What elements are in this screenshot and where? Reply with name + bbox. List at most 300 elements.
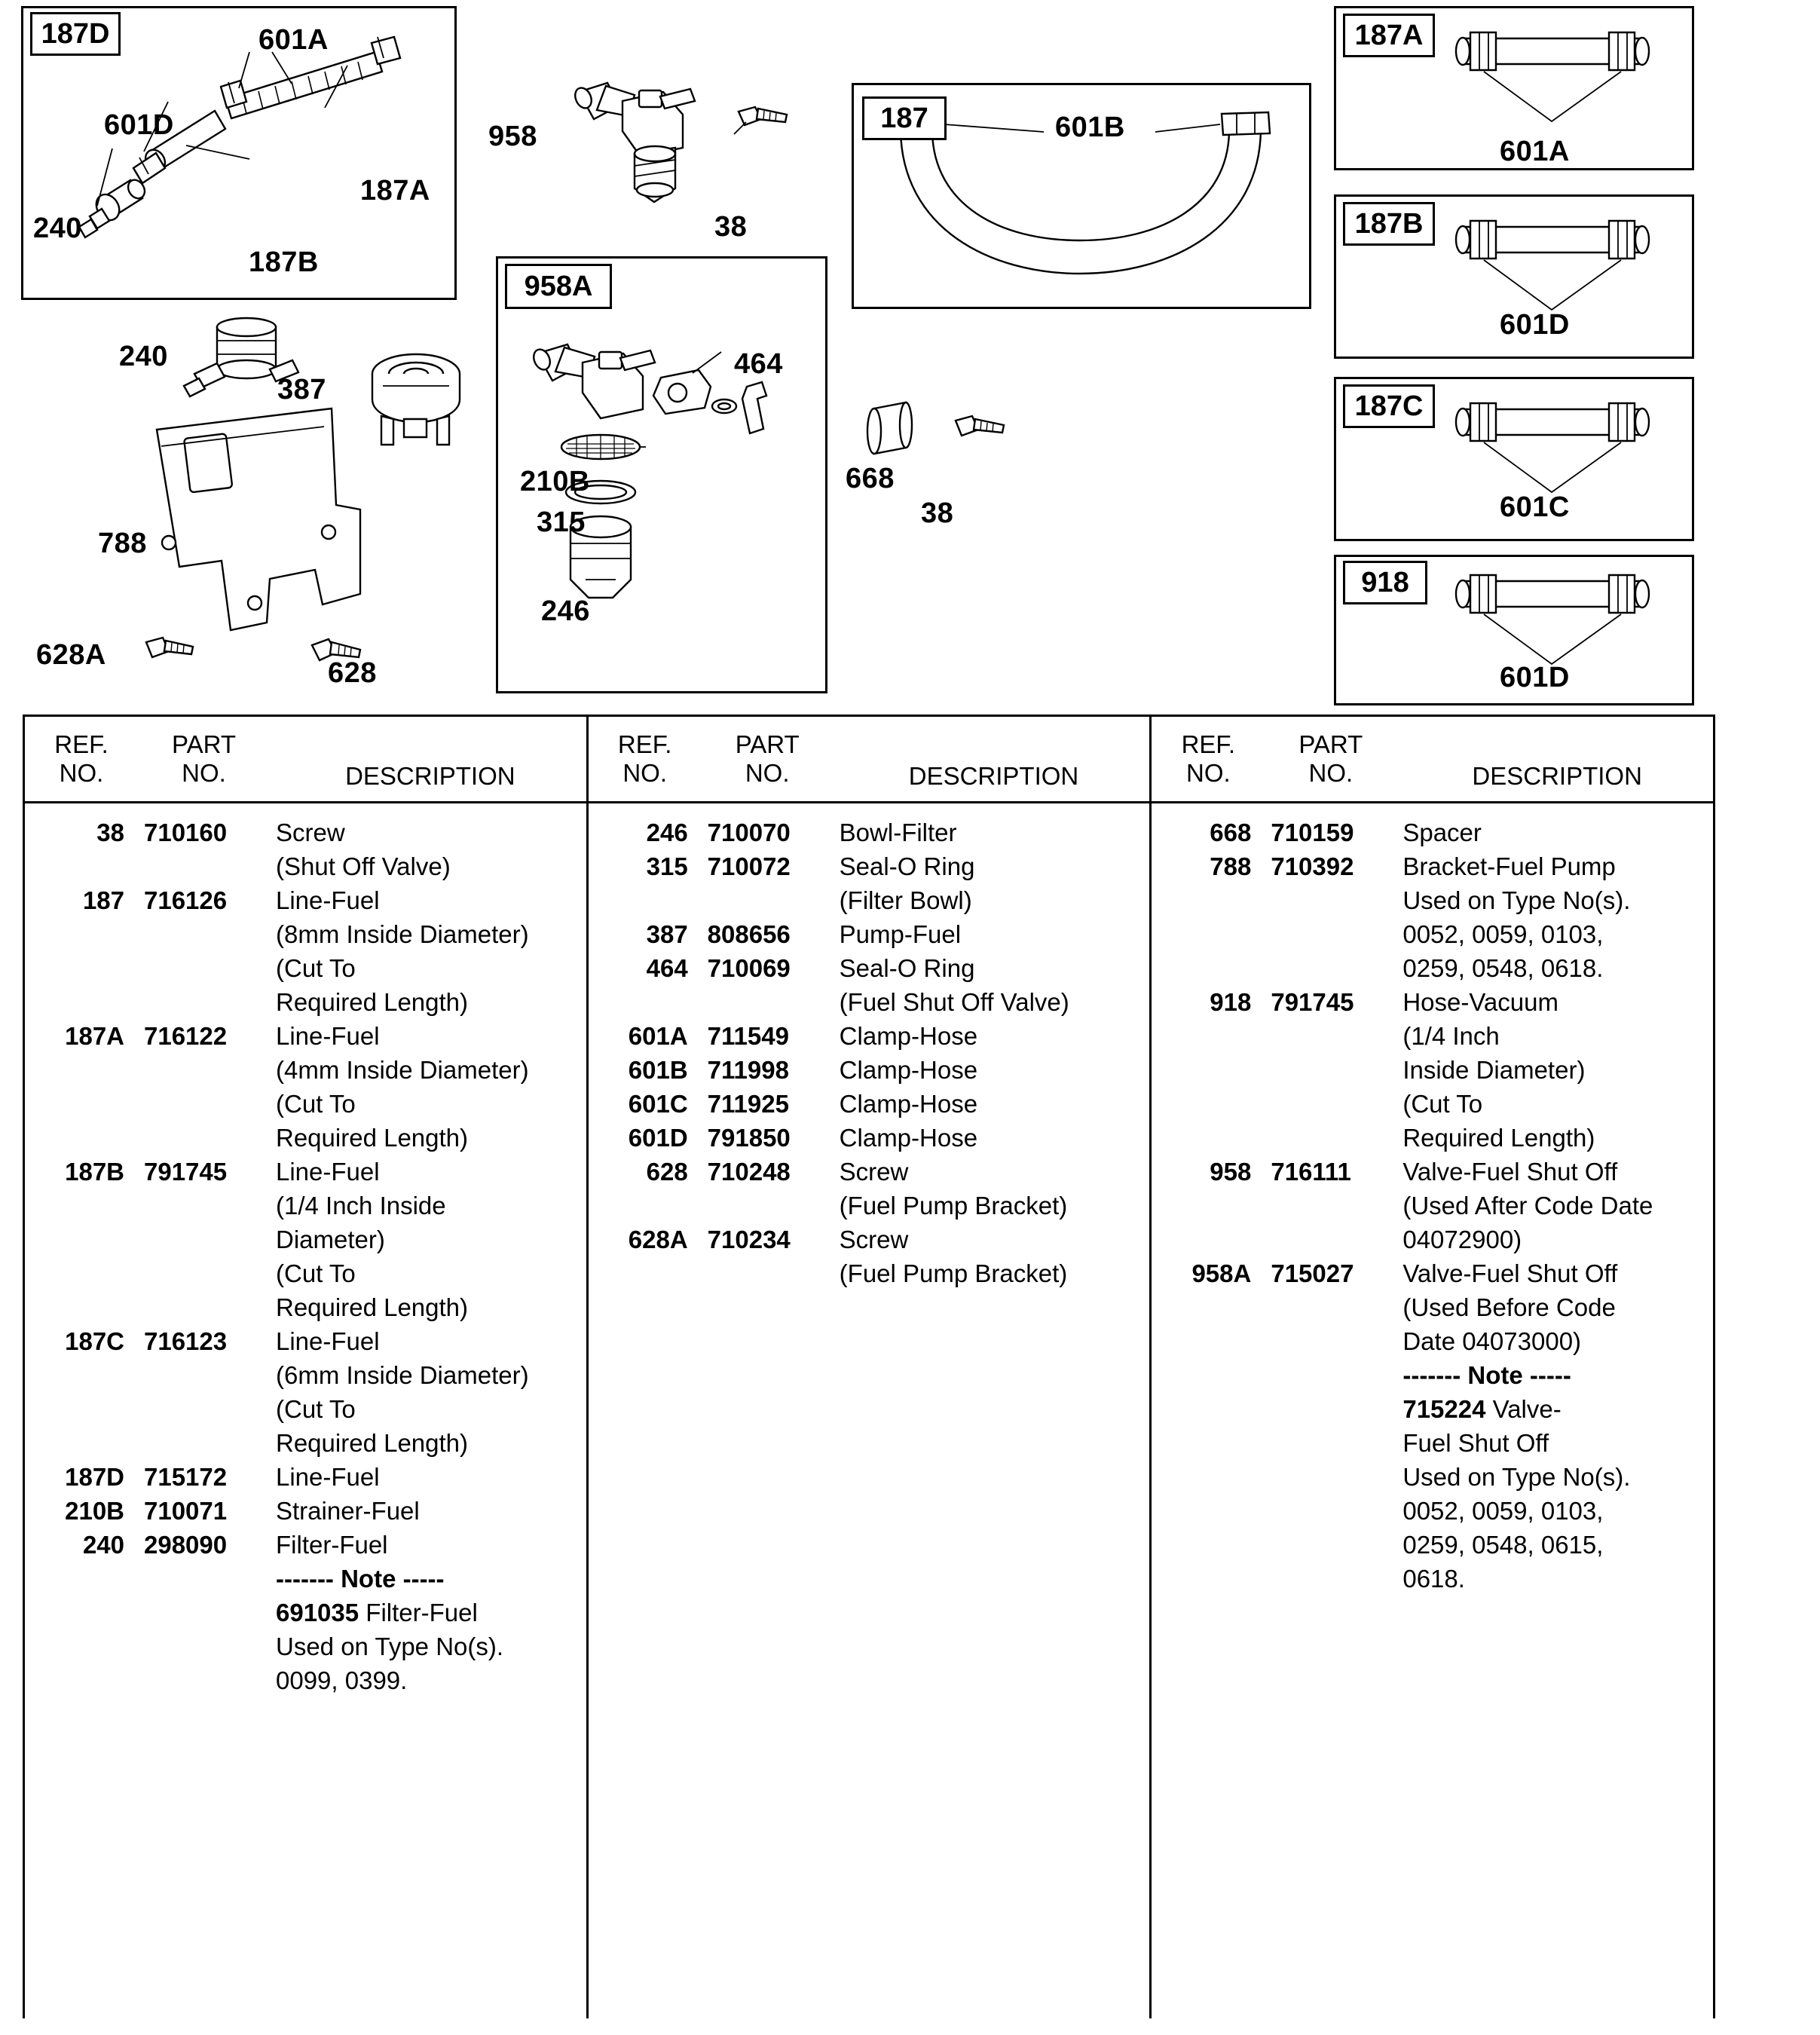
- cell-description: Strainer-Fuel: [276, 1497, 420, 1525]
- table-row: [25, 1155, 586, 1189]
- cell-description: (Cut To: [1402, 1090, 1483, 1118]
- table-row: [25, 1087, 586, 1121]
- cell-ref-no: [25, 1256, 138, 1290]
- screw-38-mid: [956, 416, 1004, 436]
- cell-part-no: 791745: [1271, 988, 1354, 1016]
- header-part-line1: PART: [1298, 730, 1363, 758]
- cell-description: (6mm Inside Diameter): [276, 1361, 529, 1389]
- header-ref-line2: NO.: [1186, 759, 1231, 787]
- header-ref-line1: REF.: [617, 730, 672, 758]
- callout-601D-top: 601D: [104, 109, 174, 141]
- clamp-right: [1609, 221, 1635, 259]
- cell-description: Required Length): [276, 1124, 469, 1152]
- table-row: [25, 1290, 586, 1324]
- cell-part-no: [138, 951, 270, 985]
- cell-description: Line-Fuel: [276, 1463, 380, 1491]
- table-row: [25, 1460, 586, 1494]
- box-187C-tag: [1343, 384, 1435, 428]
- header-ref-line1: REF.: [1181, 730, 1236, 758]
- header-part-line2: NO.: [745, 759, 790, 787]
- cell-part-no: [1265, 1087, 1396, 1121]
- cell-description: (4mm Inside Diameter): [276, 1056, 529, 1084]
- table-row: [1152, 1562, 1713, 1596]
- valve-958-group: [550, 75, 799, 256]
- callout-187A-top: 187A: [360, 175, 430, 207]
- table-row: [589, 1223, 1150, 1256]
- table-row: [1152, 1053, 1713, 1087]
- header-description: DESCRIPTION: [345, 762, 515, 790]
- cell-ref-no: [1152, 1426, 1265, 1460]
- callout-601C-box: 601C: [1500, 491, 1570, 523]
- cell-part-no: [138, 1121, 270, 1155]
- cell-description: (Fuel Pump Bracket): [839, 1259, 1068, 1287]
- cell-ref-no: [1152, 1290, 1265, 1324]
- table-row: [25, 1358, 586, 1392]
- clamp-right: [1609, 32, 1635, 70]
- cell-description: Valve-Fuel Shut Off: [1402, 1259, 1618, 1287]
- cell-ref-no: 38: [96, 819, 124, 846]
- box-918-tag: [1343, 561, 1427, 604]
- cell-description: (Cut To: [276, 954, 356, 982]
- table-row: [25, 1426, 586, 1460]
- cell-ref-no: [25, 1290, 138, 1324]
- cell-part-no: [138, 1290, 270, 1324]
- cell-ref-no: 187C: [65, 1327, 124, 1355]
- cell-ref-no: [25, 1358, 138, 1392]
- parts-column-3: [1152, 717, 1713, 2018]
- cell-ref-no: [1152, 1019, 1265, 1053]
- cell-description: Screw: [276, 819, 345, 846]
- table-row: [1152, 1494, 1713, 1528]
- cell-ref-no: [25, 985, 138, 1019]
- cell-description: Clamp-Hose: [839, 1124, 978, 1152]
- box-187B-tag: [1343, 202, 1435, 246]
- table-row: [1152, 1155, 1713, 1189]
- cell-description: Clamp-Hose: [839, 1022, 978, 1050]
- header-ref-line2: NO.: [622, 759, 667, 787]
- cell-part-no: [702, 1256, 834, 1290]
- box-187A-tag: [1343, 14, 1435, 57]
- clamp-left: [1470, 221, 1496, 259]
- cell-description: 0259, 0548, 0618.: [1402, 954, 1604, 982]
- cell-description: Screw: [839, 1226, 909, 1253]
- callout-464: 464: [734, 348, 783, 380]
- callout-601B: 601B: [1055, 112, 1125, 143]
- cell-part-no: [1265, 1358, 1396, 1392]
- table-row: [1152, 1087, 1713, 1121]
- cell-ref-no: [1152, 1053, 1265, 1087]
- cell-ref-no: [25, 1121, 138, 1155]
- table-row: [1152, 1019, 1713, 1053]
- cell-description: (1/4 Inch: [1402, 1022, 1500, 1050]
- cell-ref-no: 788: [1210, 852, 1252, 880]
- cell-part-no: 710392: [1271, 852, 1354, 880]
- table-row: [589, 1053, 1150, 1087]
- cell-description: Date 04073000): [1402, 1327, 1582, 1355]
- callout-628: 628: [328, 657, 377, 689]
- cell-description: Used on Type No(s).: [276, 1633, 504, 1660]
- cell-description: Line-Fuel: [276, 1158, 380, 1186]
- cell-ref-no: [1152, 1528, 1265, 1562]
- cell-part-no: 715172: [144, 1463, 228, 1491]
- clamp-right: [1609, 403, 1635, 441]
- cell-ref-no: [1152, 1460, 1265, 1494]
- cell-ref-no: [1152, 1087, 1265, 1121]
- table-row: [1152, 985, 1713, 1019]
- header-part-line1: PART: [735, 730, 800, 758]
- cell-part-no: [138, 1596, 270, 1630]
- callout-187B-top: 187B: [249, 246, 319, 278]
- callout-958A: 958A: [524, 270, 593, 302]
- cell-part-no: [1265, 1392, 1396, 1426]
- table-row: [589, 849, 1150, 883]
- cell-description: (Cut To: [276, 1090, 356, 1118]
- cell-description: (Used After Code Date: [1402, 1192, 1653, 1219]
- table-row: [25, 1494, 586, 1528]
- cell-part-no: [1265, 1019, 1396, 1053]
- table-row: [589, 883, 1150, 917]
- table-row: [25, 1663, 586, 1697]
- cell-ref-no: [1152, 1324, 1265, 1358]
- cell-ref-no: [1152, 917, 1265, 951]
- table-row: [25, 849, 586, 883]
- box-187D-tag: [30, 12, 121, 56]
- table-row: [1152, 1290, 1713, 1324]
- cell-description: Required Length): [1402, 1124, 1595, 1152]
- cell-part-no: [1265, 917, 1396, 951]
- cell-ref-no: 628A: [628, 1226, 688, 1253]
- spacer-668-group: [859, 392, 1108, 520]
- cell-ref-no: 315: [646, 852, 688, 880]
- table-row: [1152, 1189, 1713, 1223]
- table-row: [25, 1392, 586, 1426]
- callout-601A-box: 601A: [1500, 136, 1570, 167]
- cell-part-no: [138, 1358, 270, 1392]
- note-part-no: 691035: [276, 1599, 359, 1626]
- table-header-1: [25, 717, 586, 791]
- cell-part-no: [138, 1663, 270, 1697]
- cell-part-no: [138, 1562, 270, 1596]
- table-row: [25, 1053, 586, 1087]
- callout-601D-box2: 601D: [1500, 662, 1570, 693]
- cell-ref-no: [1152, 883, 1265, 917]
- cell-part-no: [1265, 1562, 1396, 1596]
- cell-part-no: [1265, 883, 1396, 917]
- cell-description: Screw: [839, 1158, 909, 1186]
- cell-part-no: 710248: [707, 1158, 791, 1186]
- cell-part-no: [702, 883, 834, 917]
- table-row: [589, 1019, 1150, 1053]
- table-row: [25, 1189, 586, 1223]
- cell-part-no: 710071: [144, 1497, 228, 1525]
- table-row: [1152, 917, 1713, 951]
- table-row: [25, 1596, 586, 1630]
- callout-628A: 628A: [36, 639, 106, 671]
- parts-column-2: [589, 717, 1152, 2018]
- table-row: [25, 1324, 586, 1358]
- callout-240-mid: 240: [119, 341, 168, 372]
- cell-ref-no: 601C: [628, 1090, 688, 1118]
- table-row: [25, 1528, 586, 1562]
- cell-part-no: [138, 1087, 270, 1121]
- rows-col-1: [25, 803, 586, 1697]
- cell-part-no: [1265, 1426, 1396, 1460]
- table-row: [25, 951, 586, 985]
- cell-description: (Used Before Code: [1402, 1293, 1616, 1321]
- cell-ref-no: [25, 849, 138, 883]
- cell-description: (8mm Inside Diameter): [276, 920, 529, 948]
- cell-description: Required Length): [276, 988, 469, 1016]
- table-row: [589, 951, 1150, 985]
- table-row: [1152, 1460, 1713, 1494]
- parts-table: [23, 715, 1715, 2018]
- screw-628A: [146, 638, 193, 657]
- table-row: [589, 985, 1150, 1019]
- cell-part-no: 716122: [144, 1022, 228, 1050]
- table-row: [1152, 1223, 1713, 1256]
- callout-918-box: 918: [1361, 566, 1409, 598]
- table-row: [1152, 1392, 1713, 1426]
- table-row: [1152, 849, 1713, 883]
- cell-description: Required Length): [276, 1293, 469, 1321]
- cell-part-no: 710069: [707, 954, 791, 982]
- cell-description: Seal-O Ring: [839, 852, 975, 880]
- header-ref-line1: REF.: [54, 730, 109, 758]
- cell-description: (Cut To: [276, 1395, 356, 1423]
- callout-187: 187: [880, 102, 928, 134]
- cell-ref-no: [25, 1426, 138, 1460]
- cell-ref-no: [1152, 1121, 1265, 1155]
- cell-ref-no: [25, 917, 138, 951]
- header-ref-line2: NO.: [59, 759, 104, 787]
- cell-ref-no: [25, 1223, 138, 1256]
- cell-ref-no: [25, 1392, 138, 1426]
- table-row: [589, 1256, 1150, 1290]
- cell-description: Spacer: [1402, 819, 1482, 846]
- cell-part-no: [138, 1630, 270, 1663]
- header-description: DESCRIPTION: [908, 762, 1079, 790]
- box-187-tag: [862, 96, 947, 140]
- cell-ref-no: 210B: [65, 1497, 124, 1525]
- valve-958-drawing: [550, 75, 799, 256]
- callout-240-top: 240: [33, 213, 82, 244]
- rows-col-3: [1152, 803, 1713, 1596]
- cell-ref-no: 187A: [65, 1022, 124, 1050]
- cell-part-no: 716111: [1271, 1158, 1351, 1186]
- cell-ref-no: [25, 1630, 138, 1663]
- cell-part-no: 710159: [1271, 819, 1354, 846]
- cell-description: 0618.: [1402, 1565, 1465, 1593]
- cell-description: Used on Type No(s).: [1402, 886, 1631, 914]
- callout-187D: 187D: [41, 17, 110, 50]
- table-row: [1152, 951, 1713, 985]
- cell-ref-no: 240: [82, 1531, 124, 1559]
- cell-description: Required Length): [276, 1429, 469, 1457]
- callout-601A-top: 601A: [258, 24, 329, 56]
- table-row: [25, 1121, 586, 1155]
- cell-part-no: 711998: [707, 1056, 789, 1084]
- cell-description: Bowl-Filter: [839, 819, 957, 846]
- cell-description: 0052, 0059, 0103,: [1402, 920, 1604, 948]
- cell-description: Inside Diameter): [1402, 1056, 1586, 1084]
- cell-part-no: 791745: [144, 1158, 228, 1186]
- cell-ref-no: [25, 1562, 138, 1596]
- cell-description: 0259, 0548, 0615,: [1402, 1531, 1604, 1559]
- table-header-2: [589, 717, 1150, 791]
- cell-part-no: [1265, 1460, 1396, 1494]
- cell-ref-no: [1152, 1494, 1265, 1528]
- cell-part-no: [1265, 1121, 1396, 1155]
- cell-description: 715224 Valve-: [1402, 1395, 1562, 1423]
- cell-ref-no: [25, 1087, 138, 1121]
- cell-ref-no: [1152, 1358, 1265, 1392]
- cell-part-no: [702, 1189, 834, 1223]
- cell-ref-no: [589, 883, 702, 917]
- cell-description: Bracket-Fuel Pump: [1402, 852, 1616, 880]
- cell-description: 0099, 0399.: [276, 1666, 408, 1694]
- callout-315: 315: [537, 506, 586, 538]
- cell-part-no: [138, 849, 270, 883]
- header-part-line2: NO.: [1308, 759, 1354, 787]
- cell-ref-no: [25, 1663, 138, 1697]
- table-row: [25, 917, 586, 951]
- clamp-601B-right: [1222, 112, 1270, 135]
- strainer-210B: [561, 435, 640, 459]
- callout-187C-box: 187C: [1354, 390, 1424, 422]
- cell-part-no: 711925: [707, 1090, 789, 1118]
- cell-ref-no: [589, 1256, 702, 1290]
- callout-601D-box: 601D: [1500, 309, 1570, 341]
- cell-ref-no: 958A: [1191, 1259, 1252, 1287]
- box-958A-tag: [505, 264, 612, 309]
- callout-246: 246: [541, 595, 590, 627]
- cell-part-no: 298090: [144, 1531, 228, 1559]
- table-row: [1152, 816, 1713, 849]
- cell-description: Valve-Fuel Shut Off: [1402, 1158, 1618, 1186]
- cell-part-no: 710160: [144, 819, 228, 846]
- cell-ref-no: [1152, 1223, 1265, 1256]
- cell-ref-no: 187D: [65, 1463, 124, 1491]
- cell-description: 0052, 0059, 0103,: [1402, 1497, 1604, 1525]
- cell-part-no: [1265, 1324, 1396, 1358]
- cell-description: Fuel Shut Off: [1402, 1429, 1549, 1457]
- cell-description: (Shut Off Valve): [276, 852, 451, 880]
- cell-part-no: 710234: [707, 1226, 791, 1253]
- cell-description: Seal-O Ring: [839, 954, 975, 982]
- cell-description: Pump-Fuel: [839, 920, 962, 948]
- cell-part-no: [138, 1223, 270, 1256]
- cell-ref-no: [1152, 1392, 1265, 1426]
- cell-description: (Filter Bowl): [839, 886, 972, 914]
- cell-part-no: [1265, 1223, 1396, 1256]
- cell-ref-no: [1152, 1562, 1265, 1596]
- table-row: [1152, 883, 1713, 917]
- cell-description: ------- Note -----: [1402, 1361, 1571, 1389]
- cell-part-no: [138, 1426, 270, 1460]
- table-row: [589, 917, 1150, 951]
- cell-part-no: [1265, 1290, 1396, 1324]
- cell-part-no: [138, 985, 270, 1019]
- cell-ref-no: [25, 951, 138, 985]
- cell-ref-no: 601D: [628, 1124, 688, 1152]
- cell-ref-no: 668: [1210, 819, 1252, 846]
- cell-part-no: [1265, 1189, 1396, 1223]
- cell-ref-no: 464: [646, 954, 688, 982]
- cell-part-no: 710072: [707, 852, 791, 880]
- cell-ref-no: 246: [646, 819, 688, 846]
- cell-ref-no: 187: [82, 886, 124, 914]
- cell-part-no: 791850: [707, 1124, 791, 1152]
- cell-description: Diameter): [276, 1226, 385, 1253]
- cell-part-no: [138, 1392, 270, 1426]
- cell-part-no: [1265, 1494, 1396, 1528]
- screws-628-group: [136, 632, 452, 707]
- cell-part-no: [1265, 1528, 1396, 1562]
- callout-187A-box: 187A: [1354, 19, 1424, 51]
- cell-ref-no: 387: [646, 920, 688, 948]
- cell-description: (1/4 Inch Inside: [276, 1192, 446, 1219]
- cell-part-no: 716123: [144, 1327, 228, 1355]
- table-row: [1152, 1528, 1713, 1562]
- cell-description: Clamp-Hose: [839, 1056, 978, 1084]
- table-row: [1152, 1358, 1713, 1392]
- clamp-left: [1470, 32, 1496, 70]
- callout-668: 668: [846, 463, 895, 494]
- cell-description: ------- Note -----: [276, 1565, 445, 1593]
- cell-ref-no: [25, 1596, 138, 1630]
- filter-240: [79, 177, 148, 237]
- cell-part-no: 808656: [707, 920, 791, 948]
- cell-ref-no: [1152, 951, 1265, 985]
- callout-38-top: 38: [714, 211, 748, 243]
- cell-ref-no: 601A: [628, 1022, 688, 1050]
- cell-part-no: [1265, 951, 1396, 985]
- table-header-3: [1152, 717, 1713, 791]
- table-row: [25, 985, 586, 1019]
- table-row: [589, 1189, 1150, 1223]
- cell-ref-no: 628: [646, 1158, 688, 1186]
- callout-958: 958: [488, 121, 537, 152]
- note-part-no: 715224: [1402, 1395, 1486, 1423]
- cell-description: Clamp-Hose: [839, 1090, 978, 1118]
- cell-ref-no: [589, 985, 702, 1019]
- header-description: DESCRIPTION: [1472, 762, 1642, 790]
- callout-387: 387: [277, 374, 326, 405]
- table-row: [25, 1019, 586, 1053]
- cell-description: 691035 Filter-Fuel: [276, 1599, 478, 1626]
- table-row: [589, 1155, 1150, 1189]
- parts-column-1: [25, 717, 589, 2018]
- cell-ref-no: 187B: [65, 1158, 124, 1186]
- cell-part-no: 715027: [1271, 1259, 1354, 1287]
- table-row: [1152, 1121, 1713, 1155]
- cell-description: (Fuel Pump Bracket): [839, 1192, 1068, 1219]
- cell-part-no: 710070: [707, 819, 791, 846]
- clamp-right: [1609, 575, 1635, 613]
- callout-187B-box: 187B: [1354, 207, 1424, 240]
- cell-description: 04072900): [1402, 1226, 1522, 1253]
- cell-ref-no: [1152, 1189, 1265, 1223]
- rows-col-2: [589, 803, 1150, 1290]
- table-row: [25, 1562, 586, 1596]
- cell-ref-no: 601B: [628, 1056, 688, 1084]
- cell-part-no: [702, 985, 834, 1019]
- cell-description: Hose-Vacuum: [1402, 988, 1558, 1016]
- callout-788: 788: [98, 528, 147, 559]
- table-row: [1152, 1256, 1713, 1290]
- cell-part-no: [1265, 1053, 1396, 1087]
- cell-description: Used on Type No(s).: [1402, 1463, 1631, 1491]
